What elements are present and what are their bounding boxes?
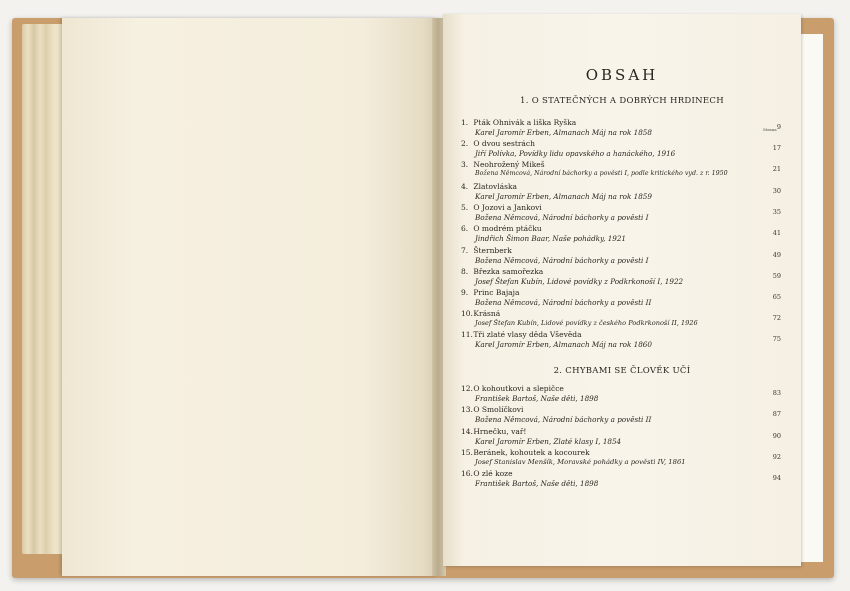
toc-entry xyxy=(461,288,781,310)
entry-title: Březka samořezka xyxy=(473,267,544,276)
entry-title: O kohoutkovi a slepičce xyxy=(473,384,564,393)
toc-entry xyxy=(461,469,781,491)
entry-source: Karel Jaromír Erben, Almanach Máj na rok 1859 xyxy=(475,192,652,201)
entry-title: O dvou sestrách xyxy=(473,139,535,148)
entry-title: Neohrožený Mikeš xyxy=(473,160,545,169)
entry-heading xyxy=(461,182,517,191)
page-column-label: Strana xyxy=(763,127,777,132)
entry-source: Josef Štefan Kubín, Lidové povídky z Podkrkonoší I, 1922 xyxy=(475,277,684,286)
entry-number: 5. xyxy=(461,203,469,212)
toc-entry xyxy=(461,224,781,246)
entry-heading xyxy=(461,224,542,233)
entry-number: 13. xyxy=(461,405,473,414)
toc-entry xyxy=(461,448,781,470)
entry-page: 75 xyxy=(772,335,781,343)
entry-source: Karel Jaromír Erben, Almanach Máj na rok 1860 xyxy=(475,340,652,349)
entry-heading xyxy=(461,160,545,169)
section-heading: 1. O STATEČNÝCH A DOBRÝCH HRDINECH xyxy=(520,96,724,106)
entry-number: 3. xyxy=(461,160,469,169)
entry-heading xyxy=(461,405,523,414)
entry-number: 9. xyxy=(461,288,469,297)
entry-heading xyxy=(461,427,526,436)
entry-source: František Bartoš, Naše děti, 1898 xyxy=(475,479,599,488)
entry-source: Karel Jaromír Erben, Almanach Máj na rok 1858 xyxy=(475,128,652,137)
toc-entry xyxy=(461,427,781,449)
entry-page: 94 xyxy=(772,474,781,482)
entry-title: Zlatovláska xyxy=(473,182,517,191)
toc-entry xyxy=(461,182,781,204)
toc-entry xyxy=(461,139,781,161)
entry-number: 2. xyxy=(461,139,469,148)
entry-page: 92 xyxy=(772,453,781,461)
entry-source: Jindřich Šimon Baar, Naše pohádky, 1921 xyxy=(475,234,626,243)
toc-entry xyxy=(461,330,781,352)
entry-number: 12. xyxy=(461,384,473,393)
entry-heading xyxy=(461,309,500,318)
toc-entry xyxy=(461,118,781,140)
entry-number: 14. xyxy=(461,427,473,436)
entry-page: 41 xyxy=(772,229,781,237)
entry-number: 7. xyxy=(461,246,469,255)
entry-page: 49 xyxy=(772,251,781,259)
toc-entry xyxy=(461,203,781,225)
entry-heading xyxy=(461,330,582,339)
entry-title: Šternberk xyxy=(473,246,512,255)
entry-source: Božena Němcová, Národní báchorky a pověsti II xyxy=(475,415,652,424)
entry-number: 16. xyxy=(461,469,473,478)
entry-title: Krásná xyxy=(473,309,501,318)
entry-title: Hrnečku, vař! xyxy=(473,427,527,436)
toc-entry xyxy=(461,405,781,427)
entry-title: Beránek, kohoutek a kocourek xyxy=(473,448,590,457)
entry-heading xyxy=(461,384,564,393)
entry-page: 90 xyxy=(772,432,781,440)
contents-page xyxy=(443,14,801,566)
entry-source: Božena Němcová, Národní báchorky a pověsti I, podle kritického vyd. z r. 1950 xyxy=(475,170,728,177)
entry-number: 6. xyxy=(461,224,469,233)
entry-page: 21 xyxy=(772,165,781,173)
entry-number: 10. xyxy=(461,309,473,318)
toc-entry xyxy=(461,246,781,268)
entry-source: František Bartoš, Naše děti, 1898 xyxy=(475,394,599,403)
entry-heading xyxy=(461,267,543,276)
section-heading: 2. CHYBAMI SE ČLOVĚK UČÍ xyxy=(553,366,691,376)
toc-entry xyxy=(461,384,781,406)
entry-number: 15. xyxy=(461,448,473,457)
entry-title: O modrém ptáčku xyxy=(473,224,542,233)
entry-number: 11. xyxy=(461,330,473,339)
entry-title: O Jozovi a Jankovi xyxy=(473,203,542,212)
entry-page: 17 xyxy=(772,144,781,152)
entry-heading xyxy=(461,469,513,478)
page-title: OBSAH xyxy=(585,66,659,84)
entry-heading xyxy=(461,139,535,148)
entry-source: Božena Němcová, Národní báchorky a pověsti II xyxy=(475,298,652,307)
entry-title: O zlé koze xyxy=(473,469,513,478)
toc-entry xyxy=(461,160,781,182)
entry-heading xyxy=(461,288,519,297)
toc-entry xyxy=(461,267,781,289)
entry-heading xyxy=(461,203,542,212)
entry-number: 1. xyxy=(461,118,469,127)
entry-page: 35 xyxy=(772,208,781,216)
entry-source: Božena Němcová, Národní báchorky a pověsti I xyxy=(475,213,649,222)
entry-title: Tři zlaté vlasy děda Vševěda xyxy=(473,330,582,339)
entry-page: 9 xyxy=(776,123,781,131)
entry-source: Karel Jaromír Erben, Zlaté klasy I, 1854 xyxy=(475,437,622,446)
entry-title: Pták Ohnivák a liška Ryška xyxy=(473,118,577,127)
entry-page: 87 xyxy=(772,410,781,418)
toc-entry xyxy=(461,309,781,331)
entry-source: Josef Štefan Kubín, Lidové povídky z českého Podkrkonoší II, 1926 xyxy=(475,319,698,327)
entry-source: Josef Stanislav Menšík, Moravské pohádky a pověsti IV, 1861 xyxy=(475,458,686,466)
entry-page: 72 xyxy=(772,314,781,322)
entry-title: Princ Bajaja xyxy=(473,288,520,297)
entry-heading xyxy=(461,448,590,457)
entry-page: 65 xyxy=(772,293,781,301)
entry-source: Jiří Polívka, Povídky lidu opavského a hanáckého, 1916 xyxy=(475,149,676,158)
entry-page: 30 xyxy=(772,187,781,195)
entry-page: 83 xyxy=(772,389,781,397)
entry-number: 8. xyxy=(461,267,469,276)
left-page-blank xyxy=(62,18,438,576)
entry-source: Božena Němcová, Národní báchorky a pověsti I xyxy=(475,256,649,265)
entry-number: 4. xyxy=(461,182,469,191)
entry-page: 59 xyxy=(772,272,781,280)
entry-title: O Smolíčkovi xyxy=(473,405,524,414)
entry-heading xyxy=(461,118,576,127)
entry-heading xyxy=(461,246,512,255)
